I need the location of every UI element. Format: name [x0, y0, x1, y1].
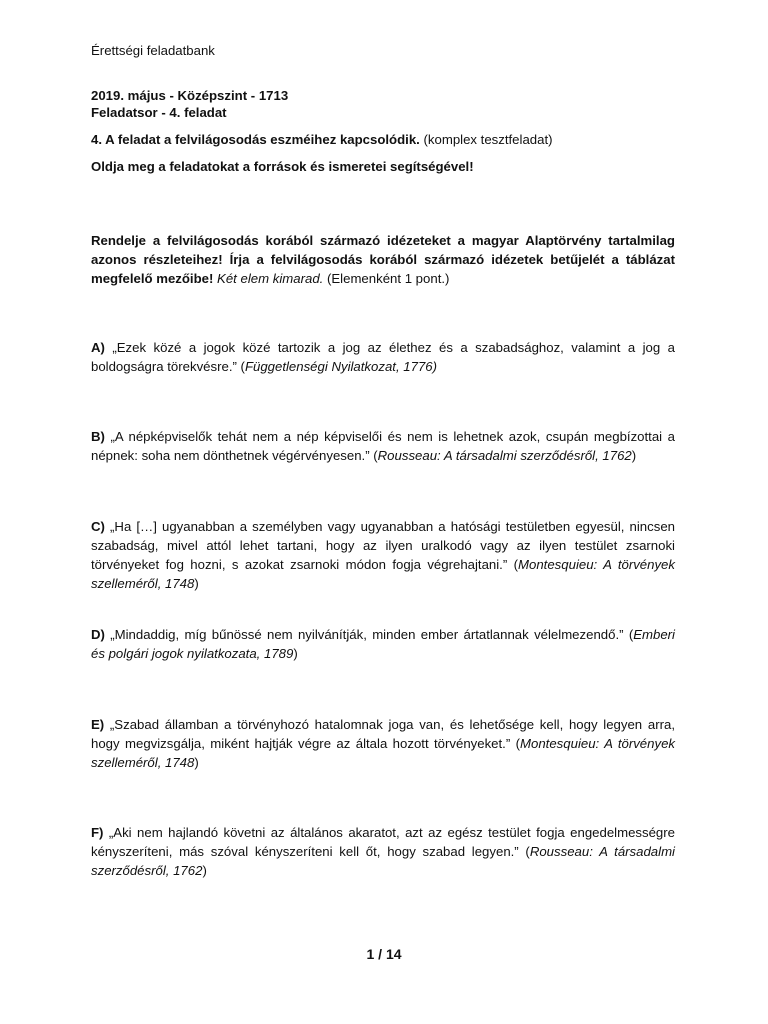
quote-text: „Szabad államban a törvényhozó hatalomnak joga van, és lehetősége kell, hogy legyen arra, hogy megvizsgálja, miként hajtják végre az általa hozott törvényeket.” ( [91, 717, 675, 751]
quote-source: Rousseau: A társadalmi szerződésről, 1762 [91, 844, 675, 878]
quote-letter: E) [91, 717, 105, 732]
quote-source: Függetlenségi Nyilatkozat, 1776) [244, 359, 437, 374]
quote-source: Montesquieu: A törvények szelleméről, 1748 [91, 557, 675, 591]
quote-d [91, 625, 675, 663]
task-description-note: Két elem kimarad. [213, 271, 324, 286]
quote-tail: ) [202, 863, 207, 878]
quote-tail: ) [194, 755, 199, 770]
quote-tail: ) [194, 576, 199, 591]
task-description-main: Rendelje a felvilágosodás korából származó idézeteket a magyar Alaptörvény tartalmilag azonos részleteihez! Írja a felvilágosodás korából származó idézetek betűjelét a táblázat megfelelő mezőibe! [91, 233, 675, 286]
quote-c [91, 517, 675, 593]
quote-tail: ) [631, 448, 637, 463]
task-title-type: (komplex tesztfeladat) [419, 132, 553, 147]
exam-meta-line: 2019. május - Középszint - 1713 [91, 88, 289, 103]
quote-b [91, 427, 675, 465]
task-title [91, 130, 675, 149]
quote-letter: A) [91, 340, 105, 355]
quote-a [91, 338, 675, 376]
quote-text: „Mindaddig, míg bűnössé nem nyilvánítják, minden ember ártatlannak vélelmezendő.” ( [104, 627, 634, 642]
exam-task-line: Feladatsor - 4. feladat [91, 105, 227, 120]
quote-tail: ) [293, 646, 298, 661]
quote-letter: F) [91, 825, 104, 840]
quote-e [91, 715, 675, 772]
quote-letter: B) [91, 429, 105, 444]
quote-letter: C) [91, 519, 105, 534]
quote-f [91, 823, 675, 880]
quote-source: Rousseau: A társadalmi szerződésről, 1762 [377, 448, 632, 463]
quote-source: Emberi és polgári jogok nyilatkozata, 1789 [91, 627, 675, 661]
task-description [91, 231, 675, 288]
task-title-main: 4. A feladat a felvilágosodás eszméihez kapcsolódik. [91, 132, 420, 147]
quote-source: Montesquieu: A törvények szelleméről, 1748 [91, 736, 675, 770]
task-instruction: Oldja meg a feladatokat a források és ismeretei segítségével! [91, 159, 474, 174]
document-header: Érettségi feladatbank [91, 43, 215, 58]
task-description-points: (Elemenként 1 pont.) [323, 271, 450, 286]
quote-letter: D) [91, 627, 105, 642]
quote-text: „A népképviselők tehát nem a nép képviselői és nem is lehetnek azok, csupán megbízottai a népnek: soha nem dönthetnek végérvényesen.” ( [91, 429, 675, 463]
quote-text: „Ha […] ugyanabban a személyben vagy ugyanabban a hatósági testületben egyesül, nincsen szabadság, mivel attól lehet tartani, hogy az ilyen uralkodó vagy az ilyen testület zsarnoki törvényeket fog hozni, s azokat zsarnoki módon fogja végrehajtani.” ( [91, 519, 675, 572]
page-number: 1 / 14 [366, 946, 402, 962]
quote-text: „Aki nem hajlandó követni az általános akaratot, azt az egész testület fogja engedelmességre kényszeríteni, más szóval kényszeríteni kell őt, hogy szabad legyen.” ( [91, 825, 675, 859]
quote-text: „Ezek közé a jogok közé tartozik a jog az élethez és a szabadsághoz, valamint a jog a boldogságra törekvésre.” ( [91, 340, 675, 374]
